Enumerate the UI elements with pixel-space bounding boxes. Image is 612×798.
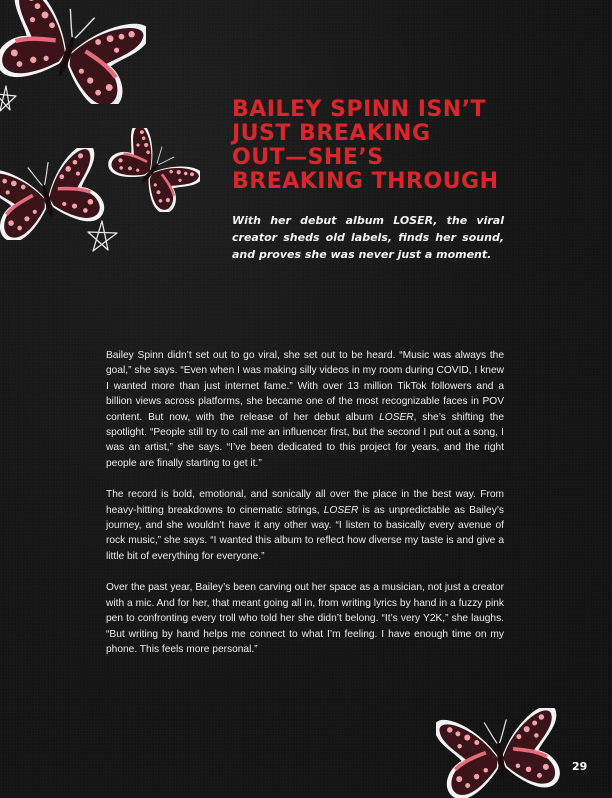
paragraph-text: , she’s shifting the spotlight. “People still try to call me an influencer first, but the second I put out a song, I was an artist,” she says. “I’ve been dedicated to this project for years, and the right people are finally starting to get it.” [106, 411, 504, 469]
article-headline [232, 98, 532, 194]
butterfly-mid [108, 128, 200, 212]
headline-line: OUT—SHE’S [232, 145, 384, 170]
paragraph-text: Bailey Spinn didn’t set out to go viral, she set out to be heard. “Music was always the goal,” she says. “Even when I was making silly videos in my room during COVID, I knew I wanted more than just internet fame.” With over 13 million TikTok followers and a billion views across platforms, she became one of the most recognizable faces in POV content. But now, with the release of her debut album [106, 350, 504, 423]
album-title: LOSER [379, 411, 414, 423]
butterfly-top-left [0, 0, 146, 104]
headline-line: BREAKING THROUGH [232, 169, 499, 194]
paragraph-text: Over the past year, Bailey’s been carving out her space as a musician, not just a creator with a mic. And for her, that meant going all in, from writing lyrics by hand in a fuzzy pink pen to confronting every troll who told her she didn’t belong. “It’s very Y2K,” she laughs. “But writing by hand helps me connect to what I’m feeling. I have enough time on my phone. This feels more personal.” [106, 582, 504, 655]
page-number: 29 [572, 760, 588, 773]
butterfly-bottom-right [436, 708, 566, 798]
album-title: LOSER [323, 504, 359, 516]
headline-line: BAILEY SPINN ISN’T [232, 97, 487, 122]
body-paragraph [106, 487, 504, 564]
body-paragraph [106, 580, 504, 657]
body-paragraph [106, 348, 504, 471]
paragraph-text: The record is bold, emotional, and sonically all over the place in the best way. From heavy-hitting breakdowns to cinematic strings, [106, 489, 504, 516]
hand-drawn-star-left [0, 84, 18, 114]
article-body [106, 348, 504, 673]
paragraph-text: is as unpredictable as Bailey’s journey, and she wouldn’t have it any other way. “I listen to basically every avenue of rock music,” she says. “I wanted this album to reflect how diverse my taste is and give a little bit of everything for everyone.” [106, 504, 504, 562]
article-deck: With her debut album LOSER, the viral creator sheds old labels, finds her sound, and proves she was never just a moment. [232, 214, 504, 261]
hand-drawn-star-mid [84, 218, 120, 254]
headline-line: JUST BREAKING [232, 121, 431, 146]
